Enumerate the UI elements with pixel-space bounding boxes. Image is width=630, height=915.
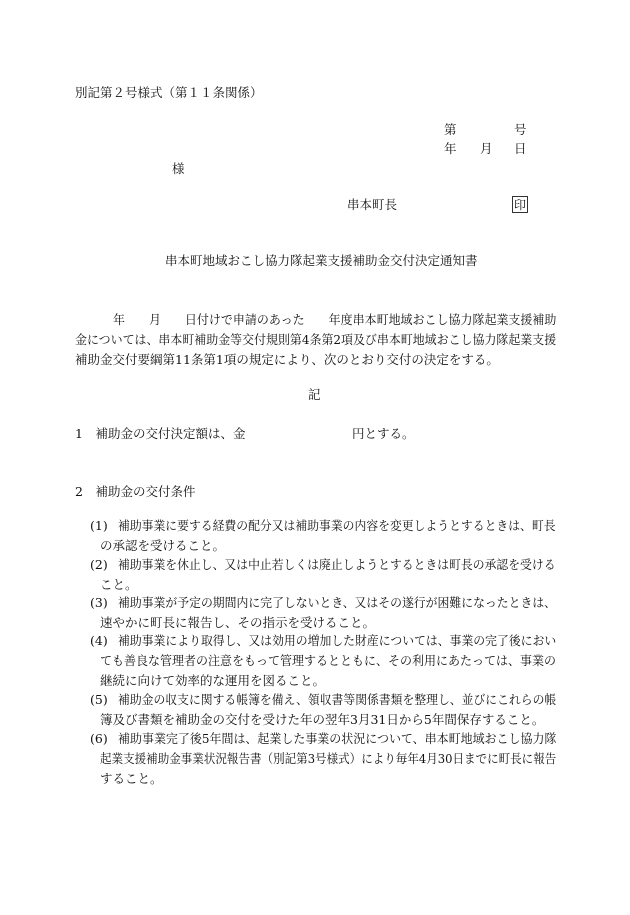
condition-3-line2: 速やかに町長に報告し、その指示を受けること。 — [100, 615, 376, 630]
condition-3-num: (3) — [90, 595, 108, 610]
condition-2-line1: 補助事業を休止し、又は中止若しくは廃止しようとするときは町長の承認を受ける — [118, 557, 556, 572]
form-header: 別記第２号様式（第１１条関係） — [75, 85, 263, 100]
addressee-suffix: 様 — [172, 161, 185, 176]
ki-mark: 記 — [308, 387, 321, 402]
date-year: 年 — [444, 141, 457, 156]
seal-mark: 印 — [514, 198, 527, 212]
date-month: 月 — [480, 141, 493, 156]
condition-2-line2: こと。 — [100, 577, 138, 592]
condition-6-line1: 補助事業完了後5年間は、起業した事業の状況について、串本町地域おこし協力隊 — [118, 731, 557, 746]
condition-4-line3: 継続に向けて効率的な運用を図ること。 — [100, 673, 326, 688]
item1-label: 1 補助金の交付決定額は、金 — [75, 426, 246, 441]
body-line-3: 補助金交付要綱第11条第1項の規定により、次のとおり交付の決定をする。 — [75, 352, 499, 367]
condition-4-line1: 補助事業により取得し、又は効用の増加した財産については、事業の完了後におい — [118, 633, 557, 648]
condition-2-num: (2) — [90, 557, 108, 572]
body-line-2: 金については、串本町補助金等交付規則第4条第2項及び串本町地域おこし協力隊起業支援 — [75, 332, 557, 347]
condition-6-line3: すること。 — [100, 771, 163, 786]
item1-suffix: 円とする。 — [352, 426, 415, 441]
number-suffix: 号 — [514, 122, 527, 137]
document-title: 串本町地域おこし協力隊起業支援補助金交付決定通知書 — [165, 253, 478, 268]
body-line-1: 年 月 日付けで申請のあった 年度串本町地域おこし協力隊起業支援補助 — [113, 312, 557, 327]
condition-5-line2: 簿及び書類を補助金の交付を受けた年の翌年3月31日から5年間保存すること。 — [100, 712, 545, 727]
condition-3-line1: 補助事業が予定の期間内に完了しないとき、又はその遂行が困難になったときは、 — [118, 595, 557, 610]
date-day: 日 — [514, 141, 527, 156]
issuer-name: 串本町長 — [347, 197, 398, 212]
seal-stamp — [512, 196, 528, 213]
condition-4-num: (4) — [90, 633, 108, 648]
condition-5-line1: 補助金の収支に関する帳簿を備え、領収書等関係書類を整理し、並びにこれらの帳 — [118, 692, 557, 707]
item2-label: 2 補助金の交付条件 — [75, 484, 196, 499]
number-label: 第 — [444, 122, 457, 137]
condition-6-line2: 起業支援補助金事業状況報告書（別記第3号様式）により毎年4月30日までに町長に報告 — [100, 751, 557, 766]
condition-1-line2: の承認を受けること。 — [100, 538, 226, 553]
condition-5-num: (5) — [90, 692, 108, 707]
condition-1-num: (1) — [90, 518, 108, 533]
condition-4-line2: ても善良な管理者の注意をもって管理するとともに、その利用にあたっては、事業の — [100, 653, 557, 668]
condition-1-line1: 補助事業に要する経費の配分又は補助事業の内容を変更しようとするときは、町長 — [118, 518, 556, 533]
condition-6-num: (6) — [90, 731, 108, 746]
